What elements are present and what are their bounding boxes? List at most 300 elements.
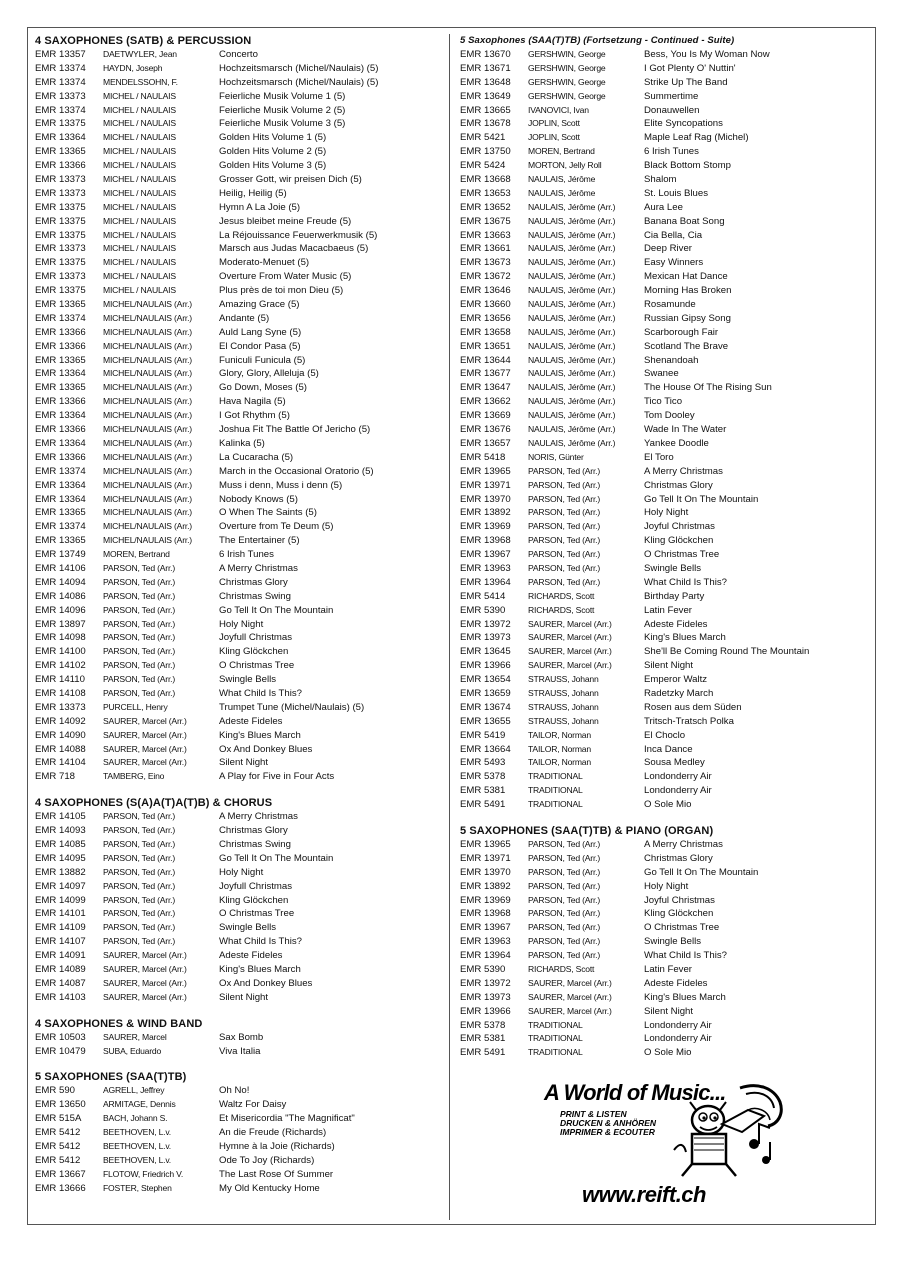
catalog-number: EMR 13659 xyxy=(460,687,511,699)
catalog-row xyxy=(35,381,445,395)
composer: TRADITIONAL xyxy=(528,1019,583,1030)
catalog-row xyxy=(460,437,872,451)
catalog-row xyxy=(35,659,445,673)
catalog-number: EMR 13373 xyxy=(35,243,86,255)
work-title: Donauwellen xyxy=(644,104,700,116)
catalog-row xyxy=(35,256,445,270)
work-title: Morning Has Broken xyxy=(644,285,732,297)
work-title: Concerto xyxy=(219,49,258,60)
work-title: Radetzky March xyxy=(644,687,714,699)
work-title: Holy Night xyxy=(219,866,264,878)
catalog-number: EMR 13365 xyxy=(35,507,86,519)
catalog-row xyxy=(460,117,872,131)
work-title: Yankee Doodle xyxy=(644,437,709,449)
composer: PARSON, Ted (Arr.) xyxy=(528,465,601,476)
catalog-row xyxy=(35,756,445,770)
composer: SUBA, Eduardo xyxy=(103,1045,162,1056)
catalog-number: EMR 14103 xyxy=(35,991,86,1003)
section-title: 4 SAXOPHONES (SATB) & PERCUSSION xyxy=(35,35,252,47)
composer: TAILOR, Norman xyxy=(528,743,591,754)
catalog-number: EMR 13969 xyxy=(460,894,511,906)
catalog-number: EMR 5378 xyxy=(460,771,506,783)
catalog-number: EMR 5412 xyxy=(35,1154,81,1166)
work-title: Et Misericordia "The Magnificat" xyxy=(219,1113,355,1125)
composer: IVANOVICI, Ivan xyxy=(528,104,589,115)
composer: JOPLIN, Scott xyxy=(528,118,580,129)
catalog-row xyxy=(460,1005,872,1019)
work-title: Christmas Glory xyxy=(644,479,713,491)
catalog-number: EMR 13375 xyxy=(35,257,86,269)
catalog-number: EMR 13365 xyxy=(35,299,86,311)
catalog-number: EMR 14107 xyxy=(35,936,86,948)
work-title: The Entertainer (5) xyxy=(219,535,300,547)
work-title: Go Down, Moses (5) xyxy=(219,382,307,394)
catalog-row xyxy=(460,159,872,173)
catalog-number: EMR 5381 xyxy=(460,1033,506,1045)
catalog-number: EMR 13375 xyxy=(35,118,86,130)
catalog-row xyxy=(35,810,445,824)
work-title: Hochzeitsmarsch (Michel/Naulais) (5) xyxy=(219,62,379,74)
catalog-row xyxy=(460,687,872,701)
catalog-number: EMR 13661 xyxy=(460,243,511,255)
work-title: Silent Night xyxy=(644,1005,694,1017)
catalog-number: EMR 13665 xyxy=(460,104,511,116)
work-title: O Sole Mio xyxy=(644,1047,692,1059)
catalog-number: EMR 13374 xyxy=(35,104,86,116)
work-title: What Child Is This? xyxy=(644,950,727,962)
catalog-number: EMR 5418 xyxy=(460,451,506,463)
catalog-row xyxy=(460,298,872,312)
section-rows xyxy=(35,1084,445,1195)
composer: PARSON, Ted (Arr.) xyxy=(103,590,176,601)
catalog-number: EMR 13882 xyxy=(35,866,86,878)
catalog-number: EMR 5493 xyxy=(460,757,506,769)
composer: SAURER, Marcel (Arr.) xyxy=(528,977,612,988)
work-title: Ox And Donkey Blues xyxy=(219,743,313,755)
catalog-row xyxy=(460,131,872,145)
work-title: I Got Rhythm (5) xyxy=(219,410,290,422)
composer: NAULAIS, Jérôme (Arr.) xyxy=(528,229,616,240)
work-title: Go Tell It On The Mountain xyxy=(219,604,334,616)
logo-title: A World of Music... xyxy=(544,1080,726,1105)
composer: PARSON, Ted (Arr.) xyxy=(528,521,601,532)
catalog-row xyxy=(35,437,445,451)
work-title: Joyful Christmas xyxy=(644,521,715,533)
catalog-row xyxy=(460,631,872,645)
catalog-number: EMR 13373 xyxy=(35,187,86,199)
catalog-number: EMR 13892 xyxy=(460,507,511,519)
logo-line-3: IMPRIMER & ECOUTER xyxy=(560,1127,655,1137)
work-title: A Merry Christmas xyxy=(219,562,298,574)
work-title: Adeste Fideles xyxy=(219,950,283,962)
composer: SAURER, Marcel (Arr.) xyxy=(103,977,187,988)
work-title: Feierliche Musik Volume 1 (5) xyxy=(219,90,346,102)
composer: MICHEL / NAULAIS xyxy=(103,215,176,226)
catalog-number: EMR 13970 xyxy=(460,493,511,505)
work-title: Swingle Bells xyxy=(219,674,277,686)
composer: MICHEL / NAULAIS xyxy=(103,285,176,296)
catalog-number: EMR 13653 xyxy=(460,187,511,199)
catalog-number: EMR 13968 xyxy=(460,908,511,920)
catalog-row xyxy=(460,770,872,784)
catalog-number: EMR 13964 xyxy=(460,576,511,588)
catalog-number: EMR 14095 xyxy=(35,852,86,864)
catalog-row xyxy=(35,701,445,715)
publisher-logo xyxy=(540,1080,790,1212)
composer: SAURER, Marcel (Arr.) xyxy=(103,715,187,726)
work-title: Joshua Fit The Battle Of Jericho (5) xyxy=(219,424,371,436)
catalog-number: EMR 13374 xyxy=(35,465,86,477)
catalog-number: EMR 14110 xyxy=(35,674,85,686)
composer: MICHEL/NAULAIS (Arr.) xyxy=(103,479,192,490)
composer: PARSON, Ted (Arr.) xyxy=(528,950,601,961)
work-title: Muss i denn, Muss i denn (5) xyxy=(219,479,343,491)
composer: MICHEL/NAULAIS (Arr.) xyxy=(103,410,192,421)
catalog-row xyxy=(460,729,872,743)
composer: PARSON, Ted (Arr.) xyxy=(528,852,601,863)
catalog-row xyxy=(35,963,445,977)
work-title: King's Blues March xyxy=(219,729,301,741)
catalog-number: EMR 5421 xyxy=(460,132,506,144)
catalog-row xyxy=(35,479,445,493)
composer: MICHEL/NAULAIS (Arr.) xyxy=(103,368,192,379)
catalog-row xyxy=(35,1168,445,1182)
catalog-row xyxy=(460,340,872,354)
composer: PARSON, Ted (Arr.) xyxy=(528,549,601,560)
composer: PARSON, Ted (Arr.) xyxy=(103,811,176,822)
catalog-number: EMR 13750 xyxy=(460,146,511,158)
work-title: Funiculi Funicula (5) xyxy=(219,354,306,366)
composer: MICHEL/NAULAIS (Arr.) xyxy=(103,451,192,462)
work-title: Joyfull Christmas xyxy=(219,632,293,644)
catalog-row xyxy=(460,48,872,62)
work-title: Christmas Swing xyxy=(219,838,291,850)
catalog-row xyxy=(35,880,445,894)
catalog-number: EMR 5491 xyxy=(460,799,506,811)
composer: MICHEL/NAULAIS (Arr.) xyxy=(103,299,192,310)
work-title: March in the Occasional Oratorio (5) xyxy=(219,465,374,477)
composer: SAURER, Marcel (Arr.) xyxy=(528,1005,612,1016)
catalog-row xyxy=(35,907,445,921)
catalog-row xyxy=(460,618,872,632)
work-title: Amazing Grace (5) xyxy=(219,299,300,311)
composer: MICHEL / NAULAIS xyxy=(103,118,176,129)
work-title: Go Tell It On The Mountain xyxy=(219,852,334,864)
composer: NAULAIS, Jérôme (Arr.) xyxy=(528,299,616,310)
catalog-row xyxy=(35,354,445,368)
catalog-number: EMR 13963 xyxy=(460,936,511,948)
catalog-number: EMR 14085 xyxy=(35,838,86,850)
catalog-row xyxy=(460,451,872,465)
work-title: Plus près de toi mon Dieu (5) xyxy=(219,285,344,297)
catalog-number: EMR 13749 xyxy=(35,549,86,561)
composer: MICHEL/NAULAIS (Arr.) xyxy=(103,382,192,393)
catalog-row xyxy=(460,645,872,659)
catalog-number: EMR 13673 xyxy=(460,257,511,269)
catalog-number: EMR 13897 xyxy=(35,618,86,630)
section-title: 5 SAXOPHONES (SAA(T)TB) & PIANO (ORGAN) xyxy=(460,824,714,837)
catalog-number: EMR 13651 xyxy=(460,340,511,352)
composer: PARSON, Ted (Arr.) xyxy=(528,922,601,933)
catalog-number: EMR 13364 xyxy=(35,479,86,491)
composer: PARSON, Ted (Arr.) xyxy=(528,838,601,849)
composer: TRADITIONAL xyxy=(528,1033,583,1044)
catalog-row xyxy=(460,506,872,520)
catalog-number: EMR 14108 xyxy=(35,687,86,699)
work-title: Russian Gipsy Song xyxy=(644,312,731,324)
work-title: Silent Night xyxy=(219,757,269,769)
catalog-section xyxy=(35,796,445,1004)
work-title: What Child Is This? xyxy=(644,576,727,588)
catalog-number: EMR 13970 xyxy=(460,866,511,878)
catalog-row xyxy=(35,852,445,866)
catalog-row xyxy=(35,506,445,520)
work-title: La Cucaracha (5) xyxy=(219,451,294,463)
work-title: Auld Lang Syne (5) xyxy=(219,326,302,338)
section-rows xyxy=(460,48,872,812)
composer: STRAUSS, Johann xyxy=(528,715,599,726)
work-title: Tico Tico xyxy=(644,396,683,408)
composer: BEETHOVEN, L.v. xyxy=(103,1141,171,1152)
catalog-number: EMR 13672 xyxy=(460,271,511,283)
catalog-number: EMR 13366 xyxy=(35,451,86,463)
composer: MICHEL/NAULAIS (Arr.) xyxy=(103,326,192,337)
work-title: Inca Dance xyxy=(644,743,693,755)
composer: GERSHWIN, George xyxy=(528,62,606,73)
composer: MICHEL / NAULAIS xyxy=(103,90,176,101)
catalog-number: EMR 14086 xyxy=(35,590,86,602)
work-title: Christmas Swing xyxy=(219,590,291,602)
catalog-number: EMR 13647 xyxy=(460,382,511,394)
composer: SAURER, Marcel (Arr.) xyxy=(103,757,187,768)
catalog-row xyxy=(35,770,445,784)
catalog-number: EMR 13966 xyxy=(460,1005,511,1017)
catalog-number: EMR 14102 xyxy=(35,660,86,672)
catalog-row xyxy=(35,894,445,908)
catalog-row xyxy=(35,729,445,743)
work-title: St. Louis Blues xyxy=(644,187,708,199)
catalog-row xyxy=(35,935,445,949)
work-title: A Merry Christmas xyxy=(644,465,723,477)
catalog-number: EMR 14092 xyxy=(35,715,86,727)
composer: BACH, Johann S. xyxy=(103,1113,168,1124)
composer: FLOTOW, Friedrich V. xyxy=(103,1168,184,1179)
catalog-number: EMR 13374 xyxy=(35,312,86,324)
catalog-row xyxy=(460,991,872,1005)
composer: NAULAIS, Jérôme xyxy=(528,174,596,185)
composer: PARSON, Ted (Arr.) xyxy=(528,908,601,919)
composer: MICHEL/NAULAIS (Arr.) xyxy=(103,396,192,407)
catalog-row xyxy=(35,131,445,145)
work-title: Kling Glöckchen xyxy=(644,535,714,547)
composer: MICHEL/NAULAIS (Arr.) xyxy=(103,437,192,448)
catalog-number: EMR 13973 xyxy=(460,632,511,644)
composer: MICHEL/NAULAIS (Arr.) xyxy=(103,535,192,546)
composer: NAULAIS, Jérôme (Arr.) xyxy=(528,285,616,296)
catalog-row xyxy=(460,784,872,798)
catalog-row xyxy=(35,604,445,618)
section-rows xyxy=(35,810,445,1004)
catalog-row xyxy=(35,493,445,507)
work-title: Andante (5) xyxy=(219,312,270,324)
catalog-number: EMR 13366 xyxy=(35,396,86,408)
composer: PARSON, Ted (Arr.) xyxy=(103,852,176,863)
catalog-number: EMR 13365 xyxy=(35,382,86,394)
work-title: Bess, You Is My Woman Now xyxy=(644,49,770,60)
composer: NAULAIS, Jérôme (Arr.) xyxy=(528,215,616,226)
catalog-row xyxy=(35,618,445,632)
catalog-number: EMR 13375 xyxy=(35,285,86,297)
catalog-row xyxy=(35,312,445,326)
section-rows xyxy=(35,48,445,784)
work-title: Christmas Glory xyxy=(644,852,713,864)
work-title: Holy Night xyxy=(644,880,689,892)
composer: SAURER, Marcel (Arr.) xyxy=(528,632,612,643)
work-title: Shalom xyxy=(644,174,677,186)
work-title: Feierliche Musik Volume 2 (5) xyxy=(219,104,346,116)
composer: TAILOR, Norman xyxy=(528,757,591,768)
catalog-number: EMR 13373 xyxy=(35,271,86,283)
work-title: Go Tell It On The Mountain xyxy=(644,493,759,505)
catalog-number: EMR 14101 xyxy=(35,908,86,920)
work-title: Wade In The Water xyxy=(644,424,727,436)
composer: PARSON, Ted (Arr.) xyxy=(103,894,176,905)
composer: PARSON, Ted (Arr.) xyxy=(528,576,601,587)
catalog-row xyxy=(35,423,445,437)
catalog-number: EMR 13374 xyxy=(35,62,86,74)
composer: SAURER, Marcel (Arr.) xyxy=(528,991,612,1002)
catalog-number: EMR 13677 xyxy=(460,368,511,380)
composer: SAURER, Marcel (Arr.) xyxy=(103,950,187,961)
catalog-row xyxy=(460,880,872,894)
work-title: Swingle Bells xyxy=(644,562,702,574)
work-title: What Child Is This? xyxy=(219,687,302,699)
catalog-row xyxy=(35,117,445,131)
work-title: Ode To Joy (Richards) xyxy=(219,1154,315,1166)
catalog-number: EMR 13660 xyxy=(460,299,511,311)
catalog-row xyxy=(35,921,445,935)
work-title: Adeste Fideles xyxy=(644,618,708,630)
work-title: Hymne à la Joie (Richards) xyxy=(219,1141,335,1153)
composer: NAULAIS, Jérôme (Arr.) xyxy=(528,312,616,323)
catalog-row xyxy=(460,534,872,548)
work-title: Kalinka (5) xyxy=(219,437,265,449)
catalog-row xyxy=(460,935,872,949)
catalog-number: EMR 14109 xyxy=(35,922,86,934)
catalog-number: EMR 5414 xyxy=(460,590,506,602)
music-mascot-icon xyxy=(670,1080,788,1180)
catalog-row xyxy=(460,90,872,104)
catalog-row xyxy=(35,1126,445,1140)
catalog-row xyxy=(460,949,872,963)
catalog-number: EMR 13364 xyxy=(35,437,86,449)
composer: PARSON, Ted (Arr.) xyxy=(103,562,176,573)
catalog-row xyxy=(460,312,872,326)
work-title: Joyful Christmas xyxy=(644,894,715,906)
catalog-number: EMR 5390 xyxy=(460,604,506,616)
catalog-row xyxy=(460,256,872,270)
catalog-row xyxy=(460,215,872,229)
work-title: Overture From Water Music (5) xyxy=(219,271,352,283)
work-title: O Christmas Tree xyxy=(644,549,720,561)
work-title: Glory, Glory, Alleluja (5) xyxy=(219,368,319,380)
catalog-number: EMR 13969 xyxy=(460,521,511,533)
catalog-row xyxy=(460,894,872,908)
work-title: A Play for Five in Four Acts xyxy=(219,771,335,783)
catalog-number: EMR 13968 xyxy=(460,535,511,547)
catalog-number: EMR 14094 xyxy=(35,576,86,588)
composer: MICHEL / NAULAIS xyxy=(103,132,176,143)
catalog-number: EMR 13966 xyxy=(460,660,511,672)
catalog-row xyxy=(460,187,872,201)
work-title: Rosen aus dem Süden xyxy=(644,701,742,713)
work-title: Feierliche Musik Volume 3 (5) xyxy=(219,118,346,130)
work-title: Nobody Knows (5) xyxy=(219,493,298,505)
work-title: Scotland The Brave xyxy=(644,340,729,352)
catalog-number: EMR 13650 xyxy=(35,1099,86,1111)
catalog-number: EMR 13375 xyxy=(35,215,86,227)
work-title: Golden Hits Volume 2 (5) xyxy=(219,146,327,158)
composer: TRADITIONAL xyxy=(528,771,583,782)
catalog-row xyxy=(460,493,872,507)
catalog-row xyxy=(460,798,872,812)
composer: STRAUSS, Johann xyxy=(528,687,599,698)
catalog-row xyxy=(460,756,872,770)
composer: MICHEL / NAULAIS xyxy=(103,201,176,212)
composer: NAULAIS, Jérôme (Arr.) xyxy=(528,382,616,393)
catalog-number: EMR 14098 xyxy=(35,632,86,644)
work-title: Elite Syncopations xyxy=(644,118,723,130)
catalog-row xyxy=(35,949,445,963)
composer: SAURER, Marcel (Arr.) xyxy=(528,618,612,629)
section-rows xyxy=(35,1031,445,1059)
composer: JOPLIN, Scott xyxy=(528,132,580,143)
catalog-row xyxy=(35,145,445,159)
composer: NORIS, Günter xyxy=(528,451,584,462)
catalog-row xyxy=(35,977,445,991)
catalog-row xyxy=(35,367,445,381)
catalog-row xyxy=(35,465,445,479)
catalog-column-right xyxy=(460,34,872,1060)
composer: TRADITIONAL xyxy=(528,1047,583,1058)
composer: NAULAIS, Jérôme (Arr.) xyxy=(528,257,616,268)
work-title: I Got Plenty O' Nuttin' xyxy=(644,62,736,74)
composer: MICHEL / NAULAIS xyxy=(103,146,176,157)
work-title: Go Tell It On The Mountain xyxy=(644,866,759,878)
catalog-number: EMR 14099 xyxy=(35,894,86,906)
work-title: Christmas Glory xyxy=(219,576,288,588)
composer: BEETHOVEN, L.v. xyxy=(103,1154,171,1165)
composer: NAULAIS, Jérôme (Arr.) xyxy=(528,410,616,421)
logo-line-2: DRUCKEN & ANHÖREN xyxy=(560,1118,657,1128)
composer: PARSON, Ted (Arr.) xyxy=(103,618,176,629)
logo-url: www.reift.ch xyxy=(582,1182,706,1207)
catalog-number: EMR 10503 xyxy=(35,1031,86,1043)
catalog-row xyxy=(460,423,872,437)
catalog-row xyxy=(35,90,445,104)
composer: SAURER, Marcel xyxy=(103,1031,167,1042)
catalog-number: EMR 13658 xyxy=(460,326,511,338)
catalog-number: EMR 5378 xyxy=(460,1019,506,1031)
catalog-number: EMR 13373 xyxy=(35,174,86,186)
work-title: Hymn A La Joie (5) xyxy=(219,201,301,213)
catalog-number: EMR 13648 xyxy=(460,76,511,88)
catalog-number: EMR 14088 xyxy=(35,743,86,755)
work-title: She'll Be Coming Round The Mountain xyxy=(644,646,810,658)
work-title: Latin Fever xyxy=(644,604,692,616)
composer: MICHEL/NAULAIS (Arr.) xyxy=(103,424,192,435)
catalog-row xyxy=(460,1046,872,1060)
